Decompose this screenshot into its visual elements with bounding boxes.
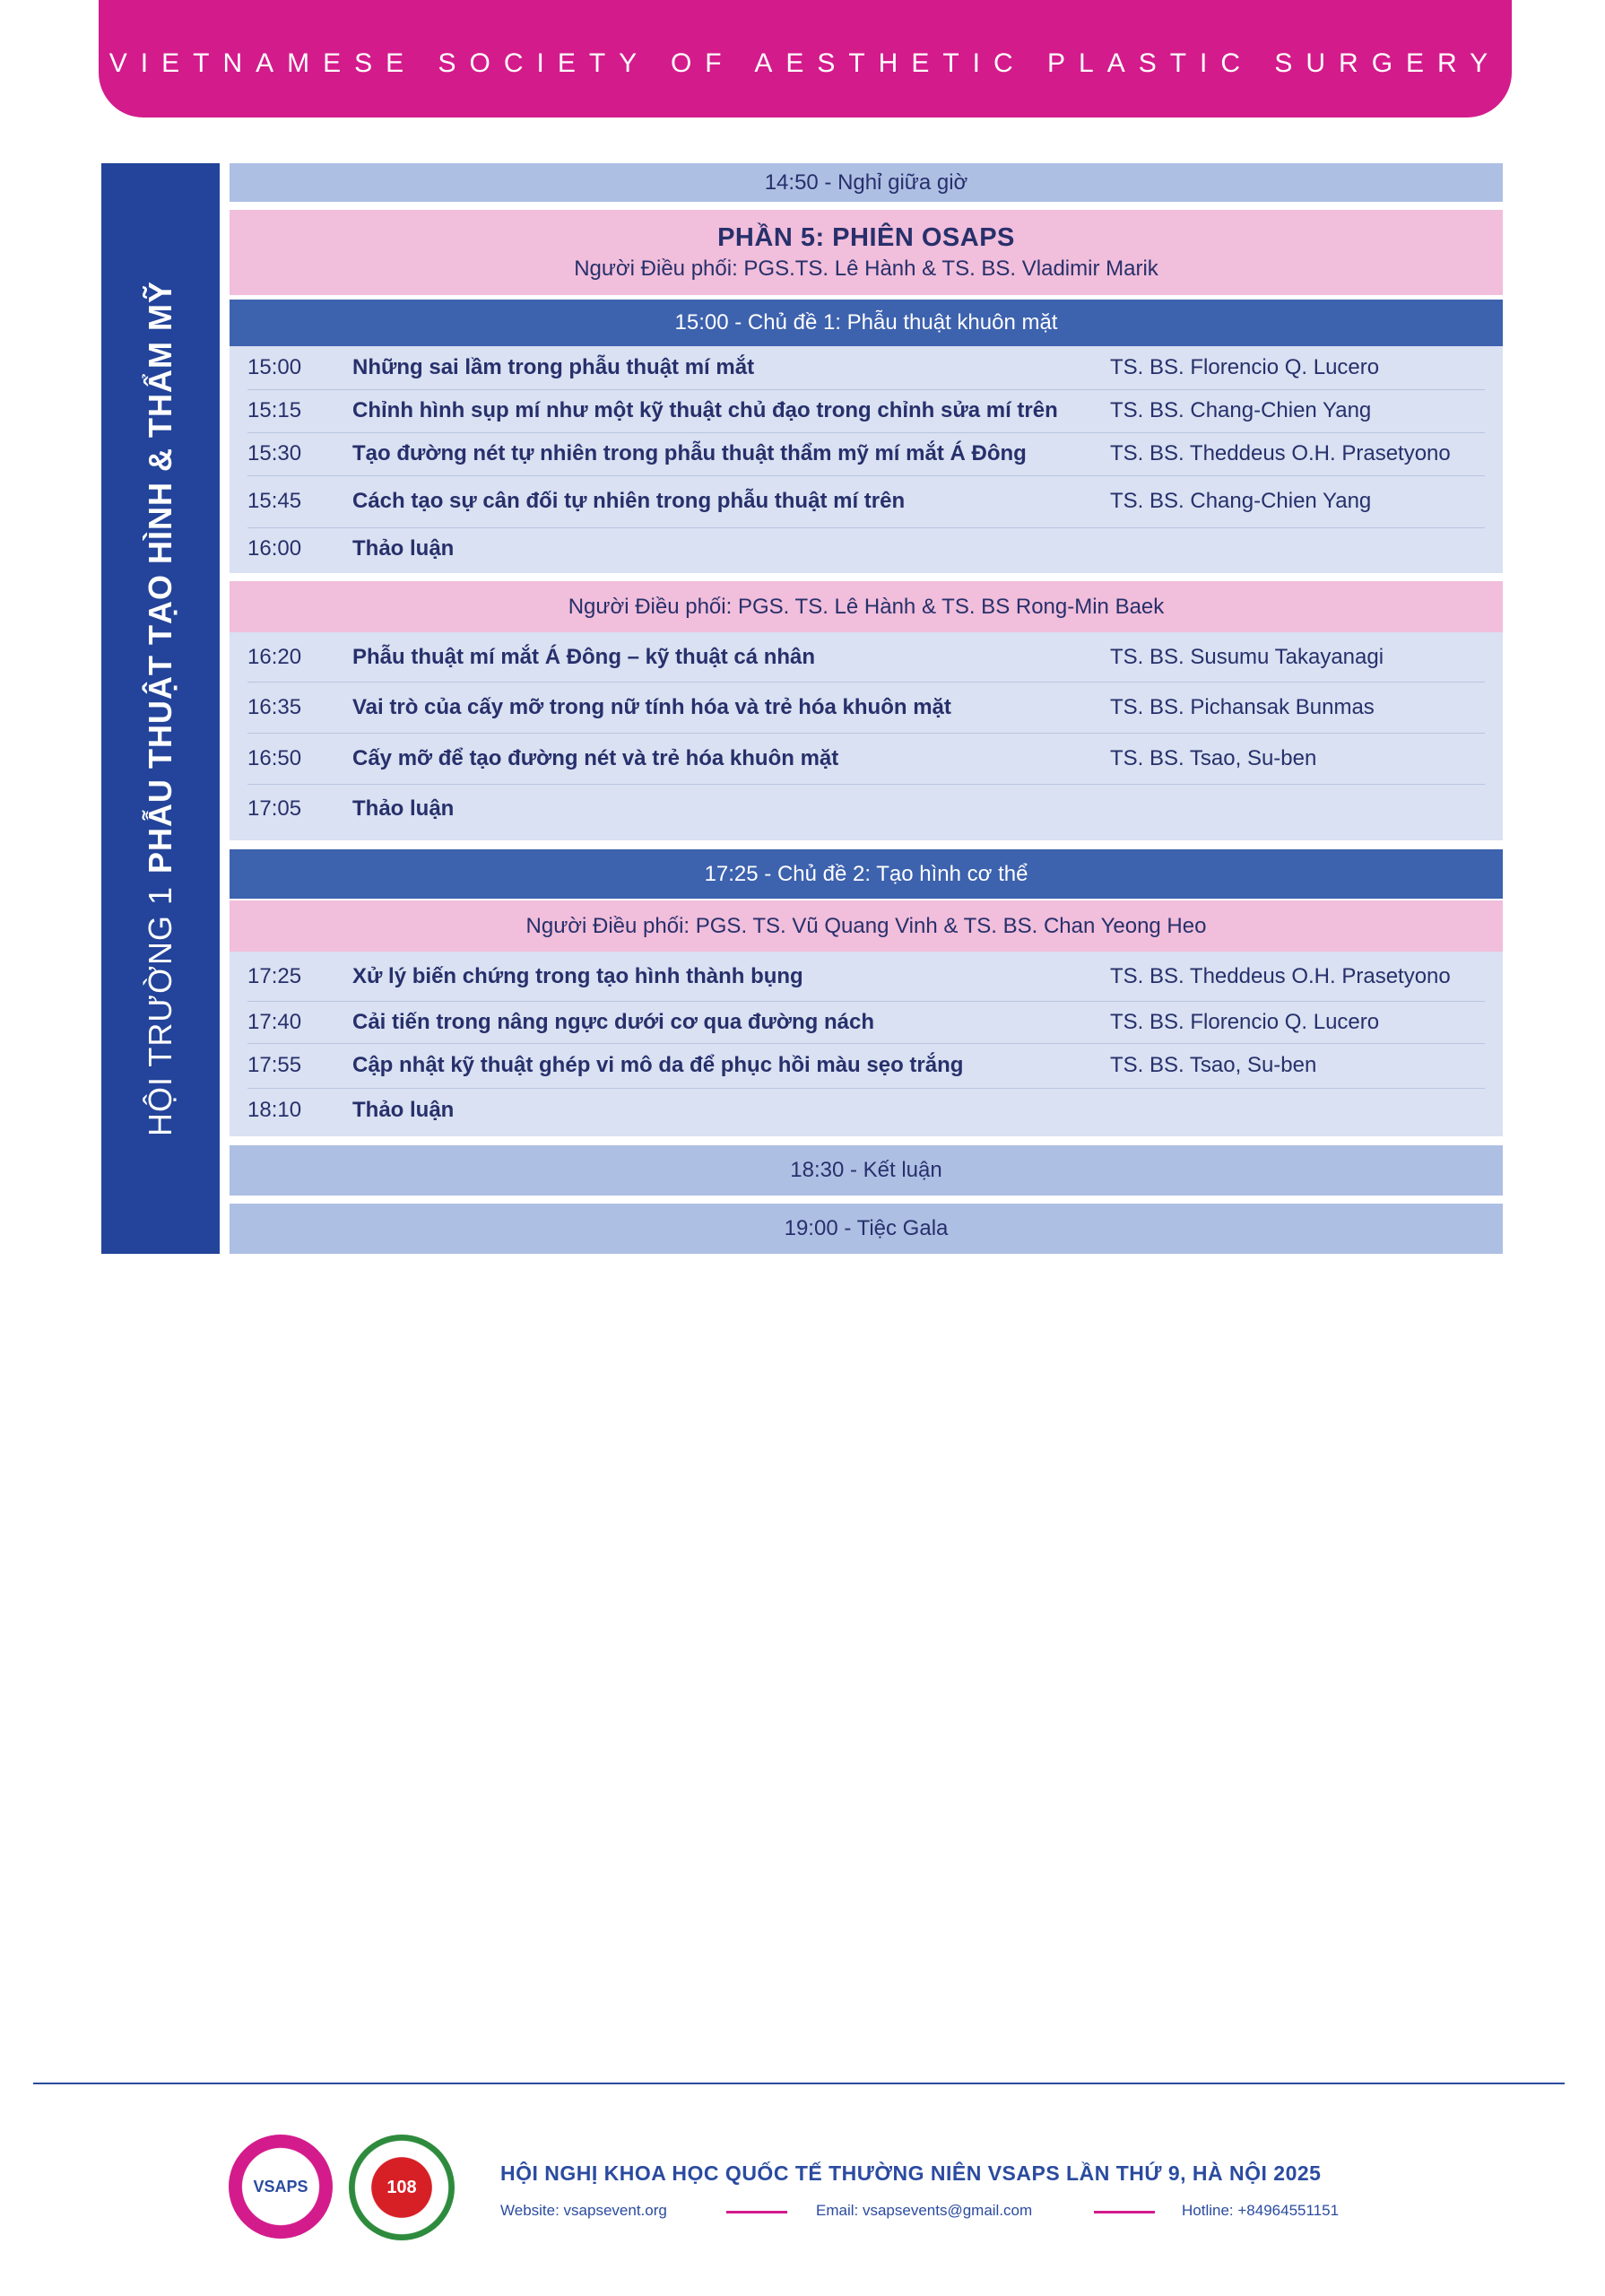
hospital-108-logo (349, 2135, 455, 2240)
speaker-name: TS. BS. Florencio Q. Lucero (1110, 1009, 1380, 1034)
speaker-name: TS. BS. Theddeus O.H. Prasetyono (1110, 963, 1451, 988)
break-text: 14:50 - Nghỉ giữa giờ (764, 170, 968, 195)
speaker-name: TS. BS. Chang-Chien Yang (1110, 489, 1372, 513)
gala-bar (230, 1204, 1503, 1254)
vsaps-logo (229, 2135, 333, 2239)
talk-title: Thảo luận (352, 536, 455, 561)
schedule-row (247, 475, 1485, 528)
schedule-block-3 (230, 952, 1503, 1136)
schedule-row (247, 1043, 1485, 1089)
email-link[interactable]: Email: vsapsevents@gmail.com (816, 2202, 1033, 2219)
session-time: 17:40 (247, 1009, 302, 1034)
session-time: 16:20 (247, 644, 302, 669)
schedule-row (247, 346, 1485, 390)
footer-divider (33, 2083, 1565, 2084)
talk-title: Thảo luận (352, 1098, 455, 1122)
session-time: 16:00 (247, 536, 302, 561)
session-time: 15:45 (247, 489, 302, 513)
speaker-name: TS. BS. Chang-Chien Yang (1110, 398, 1372, 422)
schedule-row (247, 389, 1485, 433)
schedule-row (247, 1088, 1485, 1133)
break-bar (230, 163, 1503, 202)
hotline-text: Hotline: +84964551151 (1182, 2202, 1340, 2219)
topic1-text: 15:00 - Chủ đề 1: Phẫu thuật khuôn mặt (674, 310, 1058, 335)
session-time: 15:00 (247, 355, 302, 379)
gala-text: 19:00 - Tiệc Gala (784, 1216, 949, 1240)
topic-label: PHẪU THUẬT TẠO HÌNH & THẨM MỸ (142, 281, 178, 874)
talk-title: Xử lý biến chứng trong tạo hình thành bụng (352, 963, 803, 988)
speaker-name: TS. BS. Susumu Takayanagi (1110, 644, 1384, 669)
topic2-text: 17:25 - Chủ đề 2: Tạo hình cơ thể (704, 861, 1028, 886)
schedule-row (247, 432, 1485, 476)
session-time: 16:50 (247, 745, 302, 770)
session-time: 16:35 (247, 694, 302, 719)
schedule-row (247, 632, 1485, 683)
vsaps-logo-text: VSAPS (253, 2177, 308, 2196)
session-time: 15:30 (247, 441, 302, 465)
session-time: 17:55 (247, 1053, 302, 1077)
topic2-bar (230, 849, 1503, 899)
schedule-block-2 (230, 632, 1503, 840)
session-header (230, 210, 1503, 295)
hospital-logo-text: 108 (386, 2177, 417, 2197)
topic1-bar (230, 300, 1503, 346)
session-title: PHẦN 5: PHIÊN OSAPS (717, 223, 1015, 252)
speaker-name: TS. BS. Theddeus O.H. Prasetyono (1110, 441, 1451, 465)
footer-dash-2 (1094, 2211, 1155, 2213)
header-band (99, 0, 1512, 117)
schedule-block-1 (230, 346, 1503, 573)
speaker-name: TS. BS. Tsao, Su-ben (1110, 745, 1317, 770)
session-time: 18:10 (247, 1098, 302, 1122)
schedule-row (247, 682, 1485, 734)
talk-title: Vai trò của cấy mỡ trong nữ tính hóa và trẻ hóa khuôn mặt (352, 694, 951, 719)
talk-title: Cập nhật kỹ thuật ghép vi mô da để phục hồi màu sẹo trắng (352, 1053, 964, 1077)
room-label: HỘI TRƯỜNG 1 (142, 885, 178, 1136)
talk-title: Chỉnh hình sụp mí như một kỹ thuật chủ đạo trong chỉnh sửa mí trên (352, 398, 1058, 422)
talk-title: Những sai lầm trong phẫu thuật mí mắt (352, 355, 755, 379)
schedule-row (247, 952, 1485, 1002)
moderators3-bar (230, 900, 1503, 952)
speaker-name: TS. BS. Tsao, Su-ben (1110, 1053, 1317, 1077)
side-banner-text (142, 281, 179, 1136)
footer-dash-1 (726, 2211, 787, 2213)
session-moderators: Người Điều phối: PGS.TS. Lê Hành & TS. BS. Vladimir Marik (574, 257, 1158, 281)
session-time: 17:05 (247, 796, 302, 821)
speaker-name: TS. BS. Florencio Q. Lucero (1110, 355, 1380, 379)
talk-title: Tạo đường nét tự nhiên trong phẫu thuật thẩm mỹ mí mắt Á Đông (352, 441, 1027, 465)
website-link[interactable]: Website: vsapsevent.org (500, 2202, 667, 2219)
moderators2-bar (230, 581, 1503, 632)
talk-title: Thảo luận (352, 796, 455, 821)
schedule-row (247, 784, 1485, 833)
speaker-name: TS. BS. Pichansak Bunmas (1110, 694, 1375, 719)
closing-bar (230, 1145, 1503, 1196)
talk-title: Phẫu thuật mí mắt Á Đông – kỹ thuật cá nhân (352, 644, 816, 669)
schedule-row (247, 733, 1485, 785)
session-time: 15:15 (247, 398, 302, 422)
session-time: 17:25 (247, 963, 302, 988)
talk-title: Cải tiến trong nâng ngực dưới cơ qua đường nách (352, 1009, 874, 1034)
talk-title: Cách tạo sự cân đối tự nhiên trong phẫu thuật mí trên (352, 489, 906, 513)
society-name: VIETNAMESE SOCIETY OF AESTHETIC PLASTIC SURGERY (108, 48, 1502, 78)
side-banner (101, 163, 220, 1254)
talk-title: Cấy mỡ để tạo đường nét và trẻ hóa khuôn mặt (352, 745, 839, 770)
moderators3-text: Người Điều phối: PGS. TS. Vũ Quang Vinh & TS. BS. Chan Yeong Heo (525, 913, 1207, 938)
closing-text: 18:30 - Kết luận (790, 1158, 942, 1182)
schedule-row (247, 1001, 1485, 1044)
moderators2-text: Người Điều phối: PGS. TS. Lê Hành & TS. BS Rong-Min Baek (568, 594, 1165, 619)
schedule-row (247, 527, 1485, 570)
conference-title: HỘI NGHỊ KHOA HỌC QUỐC TẾ THƯỜNG NIÊN VSAPS LẦN THỨ 9, HÀ NỘI 2025 (500, 2161, 1322, 2185)
